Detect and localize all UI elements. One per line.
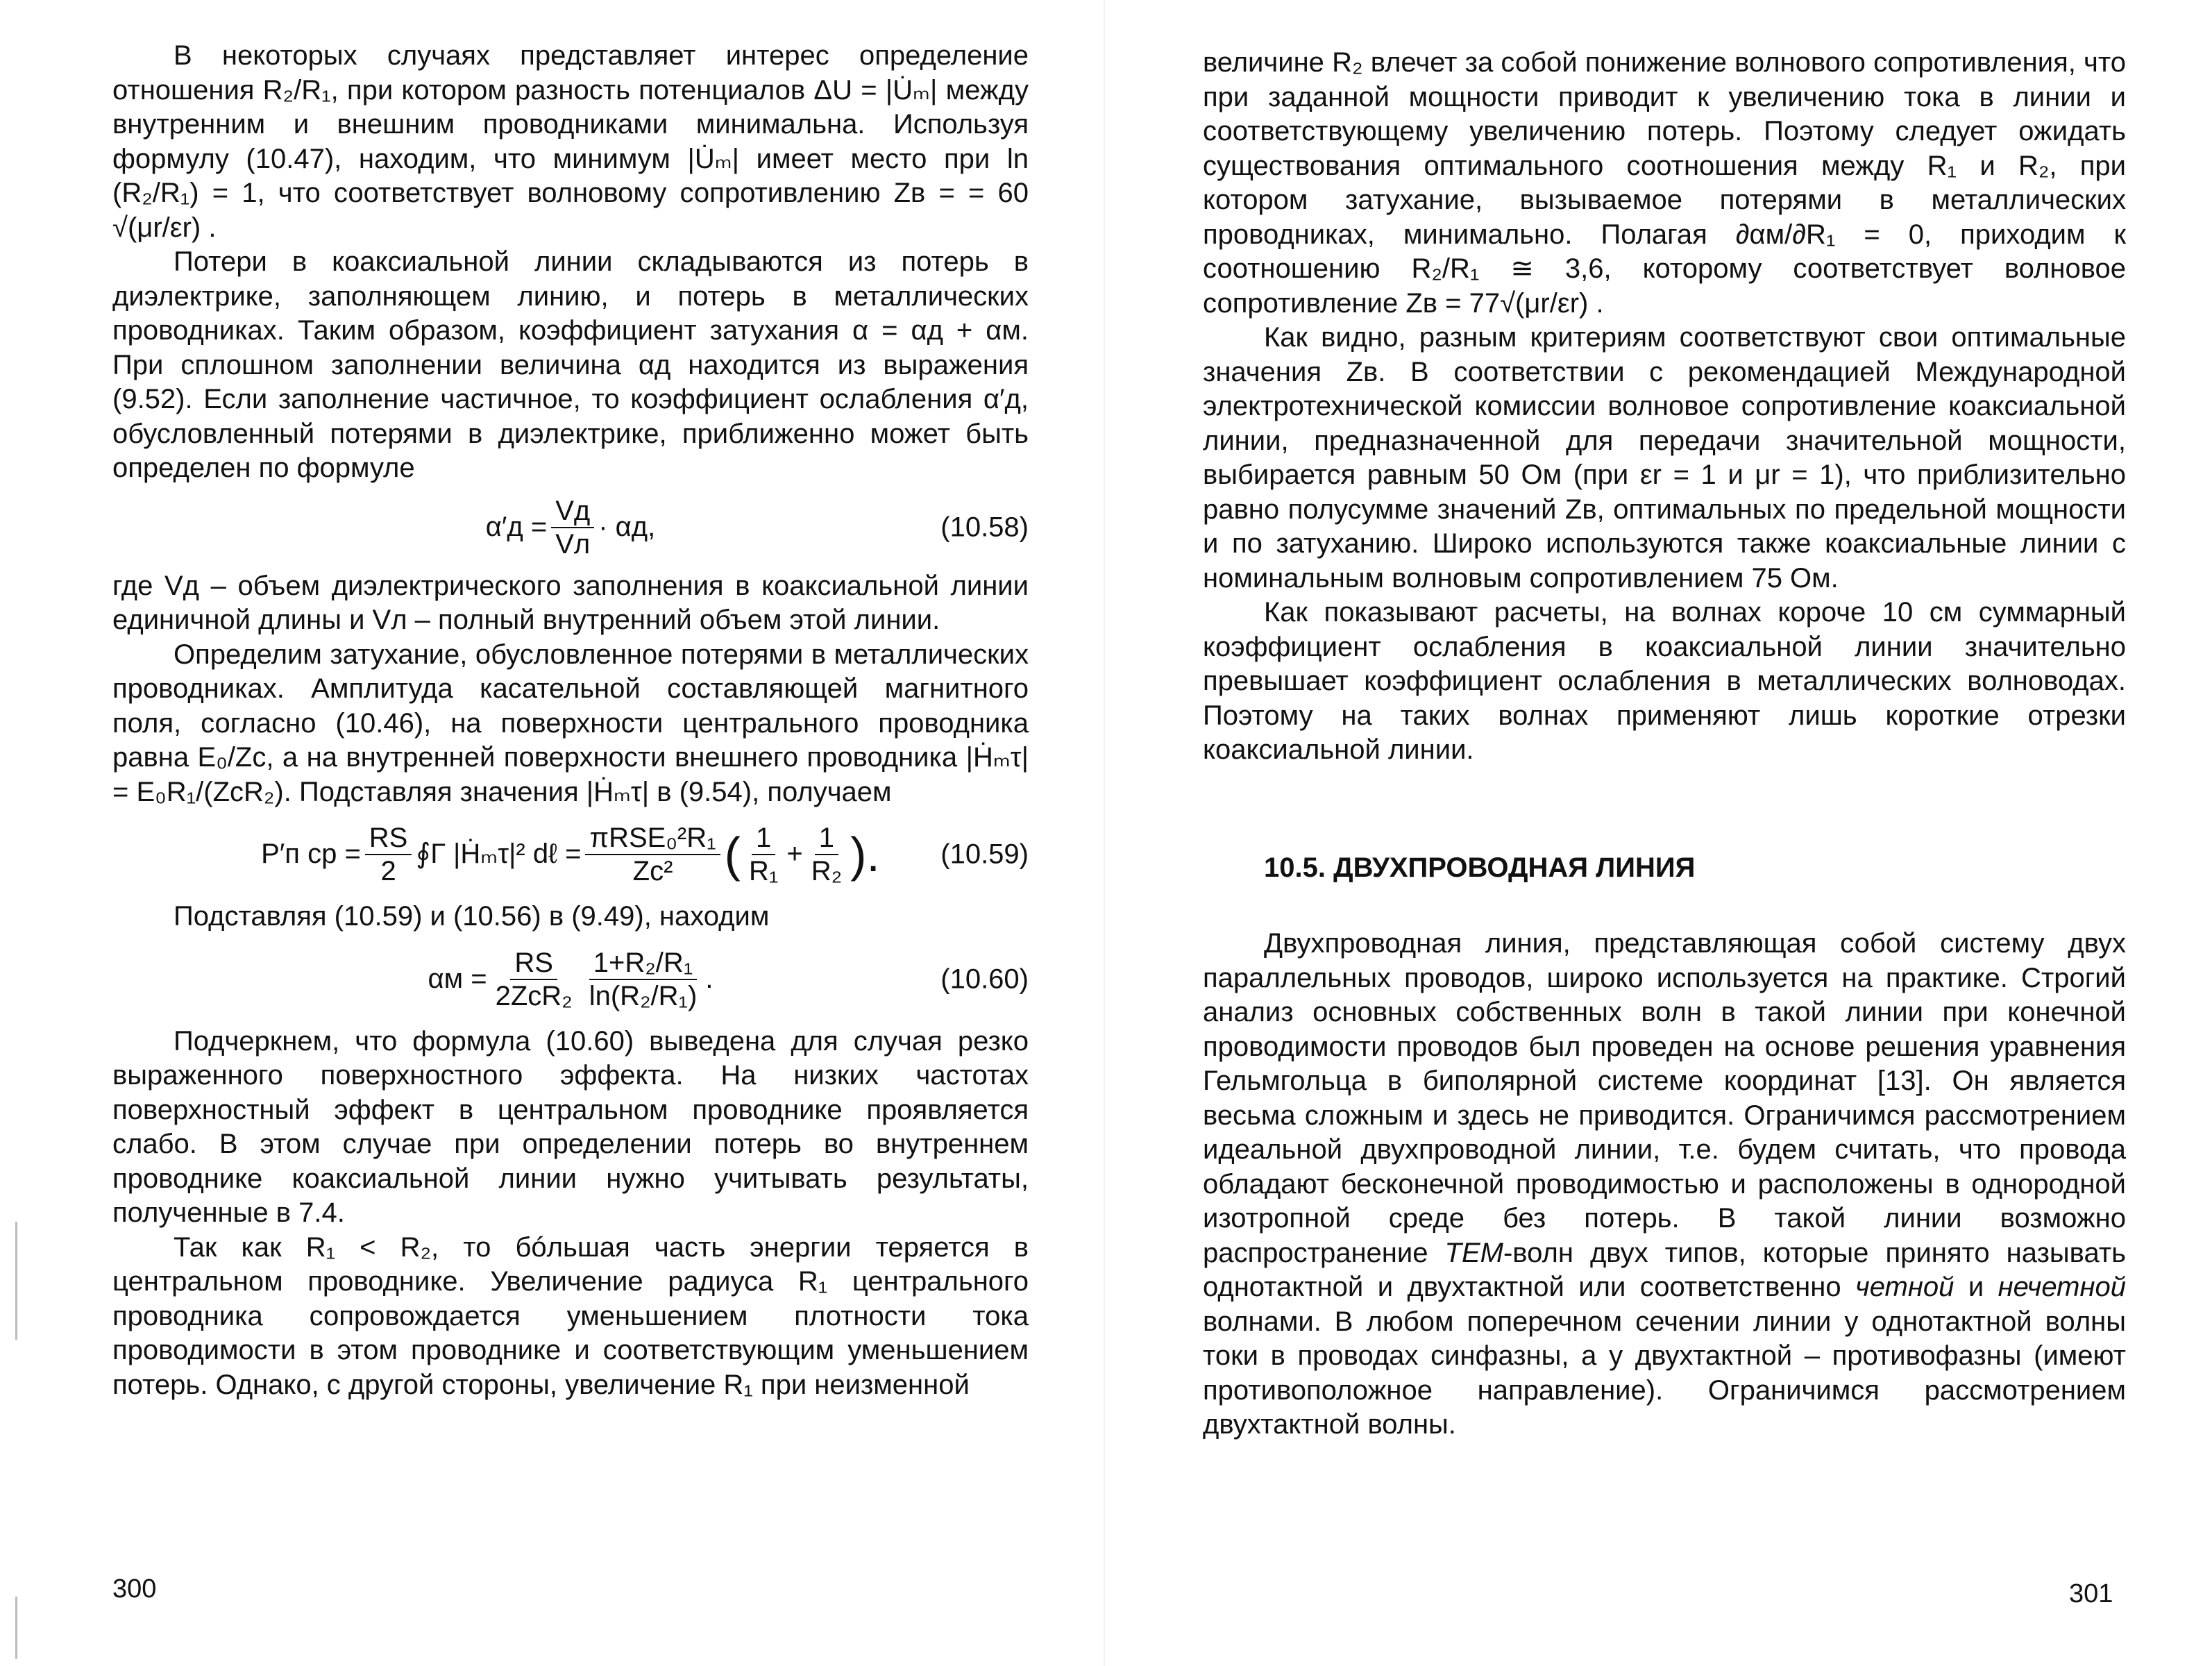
eq-end: . xyxy=(705,963,714,994)
fraction xyxy=(585,822,720,887)
denominator: ln(R₂/R₁) xyxy=(589,980,698,1011)
eq-integral: ∮Г |Ḣₘτ|² dℓ = xyxy=(416,839,582,870)
denominator: R₁ xyxy=(748,856,779,886)
paragraph: Как показывают расчеты, на волнах короче 10 см суммарный коэффициент ослабления в коаксиальной линии значительно превышает коэффициент ослабления в металлических волноводах. Поэтому на таких волнах применяют лишь короткие отрезки коаксиальной линии. xyxy=(1203,597,2126,765)
paragraph: Как видно, разным критериям соответствуют свои оптимальные значения Zв. В соответствии с рекомендацией Международной электротехнической комиссии волновое сопротивление коаксиальной линии, предназначенной для передачи значительной мощности, выбирается равным 50 Ом (при εr = 1 и μr = 1), что приблизительно равно полусумме значений Zв, оптимальных по предельной мощности и по затуханию. Широко используются также коаксиальные линии с номинальным волновым сопротивлением 75 Ом. xyxy=(1203,322,2126,594)
fraction xyxy=(491,947,577,1012)
text-run: Двухпроводная линия, представляющая собой систему двух параллельных проводов, широко используется на практике. Строгий анализ основных собственных волн в такой линии при конечной проводимости проводов был проведен на основе решения уравнения Гельмгольца в биполярной системе координат [13]. Он является весьма сложным и здесь не приводится. Ограничимся рассмотрением идеальной двухпроводной линии, т.е. будем считать, что провода обладают бесконечной проводимостью и расположены в однородной изотропной среде без потерь. В такой линии возможно распространение xyxy=(1203,928,2126,1268)
equation-10-60 xyxy=(112,934,1029,1025)
numerator: 1 xyxy=(752,822,775,855)
paragraph: Подчеркнем, что формула (10.60) выведена для случая резко выраженного поверхностного эффекта. На низких частотах поверхностный эффект в центральном проводнике проявляется слабо. В этом случае при определении потерь во внутреннем проводнике коаксиальной линии нужно учитывать результаты, полученные в 7.4. xyxy=(112,1025,1029,1228)
equation-number: (10.59) xyxy=(940,839,1029,870)
italic-term: TEM xyxy=(1444,1237,1503,1268)
page-number: 300 xyxy=(112,1574,157,1604)
equation-number: (10.58) xyxy=(940,511,1029,542)
numerator: RS xyxy=(365,822,412,855)
numerator: πRSE₀²R₁ xyxy=(585,822,720,855)
paragraph: В некоторых случаях представляет интерес определение отношения R₂/R₁, при котором разность потенциалов ΔU = |U̇ₘ| между внутренним и внешним проводниками минимальна. Используя формулу (10.47), находим, что минимум |U̇ₘ| имеет место при ln (R₂/R₁) = 1, что соответствует волновому сопротивлению Zв = = 60 √(μr/εr) . xyxy=(112,40,1029,243)
fraction xyxy=(807,822,846,887)
eq-lhs: α′д = xyxy=(485,511,548,542)
equation-10-59 xyxy=(112,809,1029,900)
fraction xyxy=(585,947,702,1012)
equation-10-58 xyxy=(112,486,1029,569)
denominator: 2ZcR₂ xyxy=(495,980,573,1011)
numerator: RS xyxy=(510,947,557,980)
paragraph: где Vд – объем диэлектрического заполнения в коаксиальной линии единичной длины и Vл – полный внутренний объем этой линии. xyxy=(112,570,1029,635)
numerator: Vд xyxy=(551,495,594,528)
right-page xyxy=(1106,0,2212,1666)
page-number: 301 xyxy=(2069,1579,2113,1608)
paragraph: величине R₂ влечет за собой понижение волнового сопротивления, что при заданной мощности приводит к увеличению тока в линии и соответствующему увеличению потерь. Поэтому следует ожидать существования оптимального соотношения между R₁ и R₂, при котором затухание, вызываемое потерями в металлических проводниках, минимально. Полагая ∂αм/∂R₁ = 0, приходим к соотношению R₂/R₁ ≅ 3,6, которому соответствует волновое сопротивление Zв = 77√(μr/εr) . xyxy=(1203,47,2126,319)
fraction xyxy=(745,822,782,887)
text-run: волнами. В любом поперечном сечении линии у однотактной волны токи в проводах синфазны, а у двухтактной – противофазны (имеют противоположное направление). Ограничимся рассмотрением двухтактной волны. xyxy=(1203,1306,2126,1440)
italic-term: нечетной xyxy=(1998,1272,2126,1302)
paragraph: Потери в коаксиальной линии складываются из потерь в диэлектрике, заполняющем линию, и потерь в металлических проводниках. Таким образом, коэффициент затухания α = αд + αм. При сплошном заполнении величина αд находится из выражения (9.52). Если заполнение частичное, то коэффициент ослабления α′д, обусловленный потерями в диэлектрике, приближенно может быть определен по формуле xyxy=(112,246,1029,483)
paren-close: ). xyxy=(850,827,880,882)
eq-rhs: · αд, xyxy=(598,511,656,542)
right-text-column xyxy=(1203,46,2126,1442)
numerator: 1 xyxy=(815,822,838,855)
text-run: -волн двух типов, которые принято называть однотактной и двухтактной или соответственно xyxy=(1203,1237,2126,1302)
paren-open: ( xyxy=(724,827,741,882)
fraction xyxy=(365,822,412,887)
plus-sign: + xyxy=(786,839,803,870)
denominator: 2 xyxy=(380,856,396,886)
equation-number: (10.60) xyxy=(940,963,1029,994)
denominator: Vл xyxy=(555,528,591,559)
numerator: 1+R₂/R₁ xyxy=(589,947,698,980)
paragraph: Подставляя (10.59) и (10.56) в (9.49), находим xyxy=(174,901,770,932)
text-run: и xyxy=(1954,1272,1998,1302)
italic-term: четной xyxy=(1855,1272,1955,1302)
paragraph xyxy=(1203,927,2126,1442)
eq-lhs: P′п ср = xyxy=(261,839,361,870)
paragraph: Так как R₁ < R₂, то бóльшая часть энергии теряется в центральном проводнике. Увеличение радиуса R₁ центрального проводника сопровождается уменьшением плотности тока проводимости в этом проводнике и соответствующим уменьшением потерь. Однако, с другой стороны, увеличение R₁ при неизменной xyxy=(112,1231,1029,1400)
eq-lhs: αм = xyxy=(428,963,487,994)
denominator: Zc² xyxy=(632,856,673,886)
fraction xyxy=(551,495,594,560)
left-text-column xyxy=(112,39,1029,1402)
section-heading: 10.5. ДВУХПРОВОДНАЯ ЛИНИЯ xyxy=(1264,852,1696,883)
denominator: R₂ xyxy=(811,856,843,886)
paragraph: Определим затухание, обусловленное потерями в металлических проводниках. Амплитуда касательной составляющей магнитного поля, согласно (10.46), на поверхности центрального проводника равна E₀/Zc, а на внутренней поверхности внешнего проводника |Ḣₘτ| = E₀R₁/(ZcR₂). Подставляя значения |Ḣₘτ| в (9.54), получаем xyxy=(112,639,1029,807)
